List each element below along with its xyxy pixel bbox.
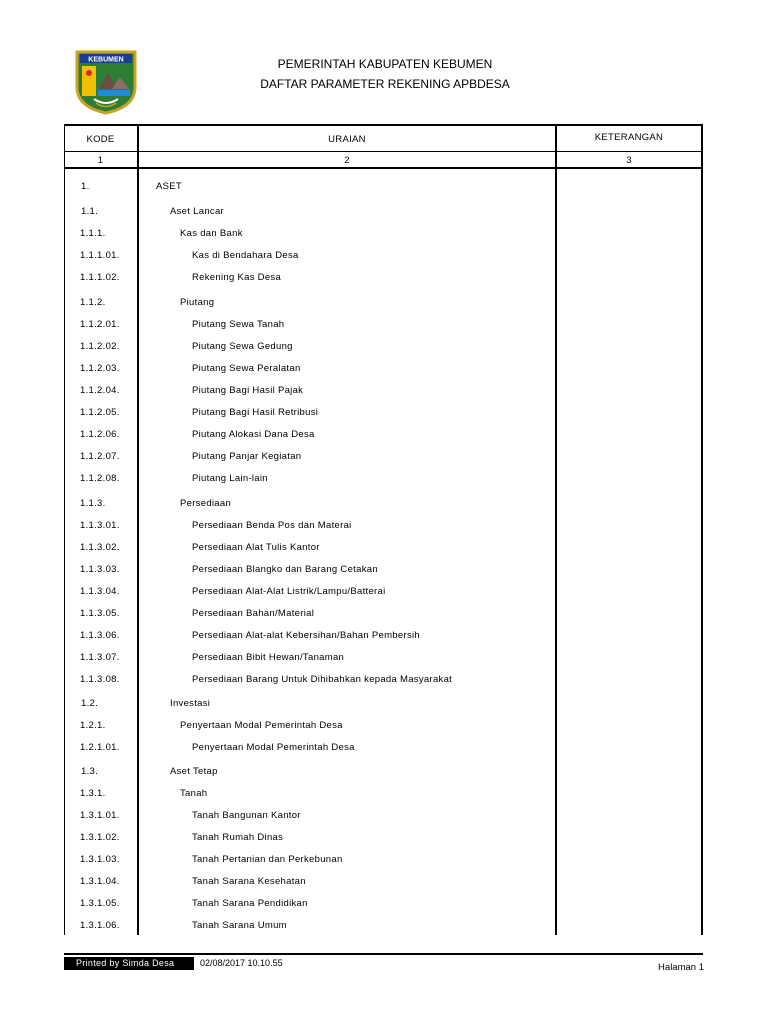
- row-uraian: Tanah Sarana Pendidikan: [192, 898, 308, 909]
- row-uraian: Kas di Bendahara Desa: [192, 250, 299, 261]
- row-uraian: Piutang Sewa Peralatan: [192, 363, 301, 374]
- table-row: [64, 181, 703, 203]
- row-kode: 1.3.1.06.: [80, 920, 120, 931]
- row-uraian: Piutang: [180, 297, 215, 308]
- row-kode: 1.1.1.: [80, 228, 106, 239]
- row-uraian: Persediaan Benda Pos dan Materai: [192, 520, 352, 531]
- row-uraian: Tanah Sarana Umum: [192, 920, 287, 931]
- row-uraian: Tanah Rumah Dinas: [192, 832, 284, 843]
- table-row: [64, 341, 703, 363]
- table-row: [64, 652, 703, 674]
- row-uraian: Tanah Sarana Kesehatan: [192, 876, 306, 887]
- row-uraian: Persediaan: [180, 498, 232, 509]
- row-kode: 1.1.2.05.: [80, 407, 120, 418]
- column-number-2: 2: [344, 155, 350, 166]
- table-row: [64, 272, 703, 294]
- table-row: [64, 630, 703, 652]
- table-row: [64, 766, 703, 788]
- column-number-3: 3: [626, 155, 632, 166]
- row-kode: 1.2.: [81, 698, 99, 709]
- table-row: [64, 297, 703, 319]
- row-uraian: Tanah Pertanian dan Perkebunan: [192, 854, 343, 865]
- table-row: [64, 788, 703, 810]
- row-kode: 1.1.3.08.: [80, 674, 120, 685]
- row-uraian: Piutang Bagi Hasil Pajak: [192, 385, 304, 396]
- row-kode: 1.1.2.03.: [80, 363, 120, 374]
- row-kode: 1.3.1.02.: [80, 832, 120, 843]
- table-top-border: [64, 124, 703, 126]
- table-row: [64, 228, 703, 250]
- row-kode: 1.3.: [81, 766, 99, 777]
- row-kode: 1.1.1.02.: [80, 272, 120, 283]
- row-kode: 1.1.2.01.: [80, 319, 120, 330]
- row-uraian: Tanah Bangunan Kantor: [192, 810, 301, 821]
- row-uraian: Aset Lancar: [170, 206, 224, 217]
- column-header-kode: KODE: [86, 134, 115, 145]
- table-row: [64, 832, 703, 854]
- row-kode: 1.1.2.02.: [80, 341, 120, 352]
- row-uraian: Piutang Sewa Gedung: [192, 341, 293, 352]
- row-kode: 1.2.1.: [80, 720, 106, 731]
- row-kode: 1.1.1.01.: [80, 250, 120, 261]
- row-uraian: Persediaan Alat Tulis Kantor: [192, 542, 320, 553]
- row-uraian: ASET: [156, 181, 183, 192]
- row-uraian: Piutang Panjar Kegiatan: [192, 451, 302, 462]
- page-number: Halaman 1: [658, 962, 704, 973]
- row-kode: 1.1.3.01.: [80, 520, 120, 531]
- table-row: [64, 385, 703, 407]
- table-row: [64, 586, 703, 608]
- row-kode: 1.1.3.: [80, 498, 106, 509]
- row-kode: 1.1.: [81, 206, 99, 217]
- row-kode: 1.1.2.06.: [80, 429, 120, 440]
- row-uraian: Piutang Alokasi Dana Desa: [192, 429, 315, 440]
- row-uraian: Piutang Sewa Tanah: [192, 319, 285, 330]
- logo-lettering: KEBUMEN: [88, 56, 124, 64]
- row-kode: 1.2.1.01.: [80, 742, 120, 753]
- parameter-table: [64, 124, 703, 935]
- document-title-line2: DAFTAR PARAMETER REKENING APBDESA: [260, 77, 510, 91]
- table-row: [64, 542, 703, 564]
- table-row: [64, 898, 703, 920]
- row-kode: 1.1.3.07.: [80, 652, 120, 663]
- row-kode: 1.1.2.07.: [80, 451, 120, 462]
- table-row: [64, 498, 703, 520]
- row-uraian: Persediaan Barang Untuk Dihibahkan kepada Masyarakat: [192, 674, 453, 685]
- row-kode: 1.3.1.04.: [80, 876, 120, 887]
- column-number-divider: [64, 167, 703, 169]
- row-uraian: Rekening Kas Desa: [192, 272, 282, 283]
- row-uraian: Aset Tetap: [170, 766, 218, 777]
- table-row: [64, 854, 703, 876]
- row-kode: 1.3.1.05.: [80, 898, 120, 909]
- row-uraian: Persediaan Alat-Alat Listrik/Lampu/Batterai: [192, 586, 386, 597]
- row-uraian: Kas dan Bank: [180, 228, 243, 239]
- row-kode: 1.1.3.04.: [80, 586, 120, 597]
- table-row: [64, 429, 703, 451]
- row-uraian: Penyertaan Modal Pemerintah Desa: [180, 720, 343, 731]
- table-row: [64, 920, 703, 942]
- table-row: [64, 407, 703, 429]
- table-row: [64, 520, 703, 542]
- document-title-line1: PEMERINTAH KABUPATEN KEBUMEN: [277, 57, 493, 71]
- table-row: [64, 451, 703, 473]
- column-number-1: 1: [97, 155, 104, 166]
- row-kode: 1.3.1.: [80, 788, 106, 799]
- table-row: [64, 250, 703, 272]
- printed-by-label: Printed by Simda Desa: [64, 957, 194, 970]
- row-uraian: Piutang Bagi Hasil Retribusi: [192, 407, 319, 418]
- table-row: [64, 742, 703, 764]
- row-uraian: Persediaan Blangko dan Barang Cetakan: [192, 564, 378, 575]
- table-row: [64, 674, 703, 696]
- row-kode: 1.1.3.06.: [80, 630, 120, 641]
- table-row: [64, 564, 703, 586]
- table-row: [64, 876, 703, 898]
- column-header-uraian: URAIAN: [328, 134, 366, 145]
- row-kode: 1.1.3.03.: [80, 564, 120, 575]
- row-kode: 1.1.3.05.: [80, 608, 120, 619]
- row-kode: 1.1.3.02.: [80, 542, 120, 553]
- row-kode: 1.1.2.08.: [80, 473, 120, 484]
- print-datetime: 02/08/2017 10.10.55: [200, 958, 283, 968]
- kebumen-coat-of-arms-logo: [74, 49, 138, 115]
- row-kode: 1.1.2.04.: [80, 385, 120, 396]
- row-kode: 1.3.1.01.: [80, 810, 120, 821]
- row-uraian: Piutang Lain-lain: [192, 473, 268, 484]
- row-uraian: Persediaan Bibit Hewan/Tanaman: [192, 652, 345, 663]
- row-kode: 1.1.2.: [80, 297, 106, 308]
- table-row: [64, 810, 703, 832]
- table-row: [64, 720, 703, 742]
- row-uraian: Persediaan Bahan/Material: [192, 608, 315, 619]
- table-row: [64, 698, 703, 720]
- row-kode: 1.3.1.03.: [80, 854, 120, 865]
- row-uraian: Tanah: [180, 788, 208, 799]
- table-row: [64, 206, 703, 228]
- row-kode: 1.: [81, 181, 90, 192]
- column-header-keterangan: KETERANGAN: [594, 132, 664, 143]
- row-uraian: Investasi: [170, 698, 211, 709]
- table-row: [64, 363, 703, 385]
- row-uraian: Persediaan Alat-alat Kebersihan/Bahan Pembersih: [192, 630, 420, 641]
- table-row: [64, 608, 703, 630]
- table-row: [64, 473, 703, 495]
- footer-rule: [64, 953, 703, 955]
- header-divider: [64, 151, 703, 152]
- table-row: [64, 319, 703, 341]
- row-uraian: Penyertaan Modal Pemerintah Desa: [192, 742, 355, 753]
